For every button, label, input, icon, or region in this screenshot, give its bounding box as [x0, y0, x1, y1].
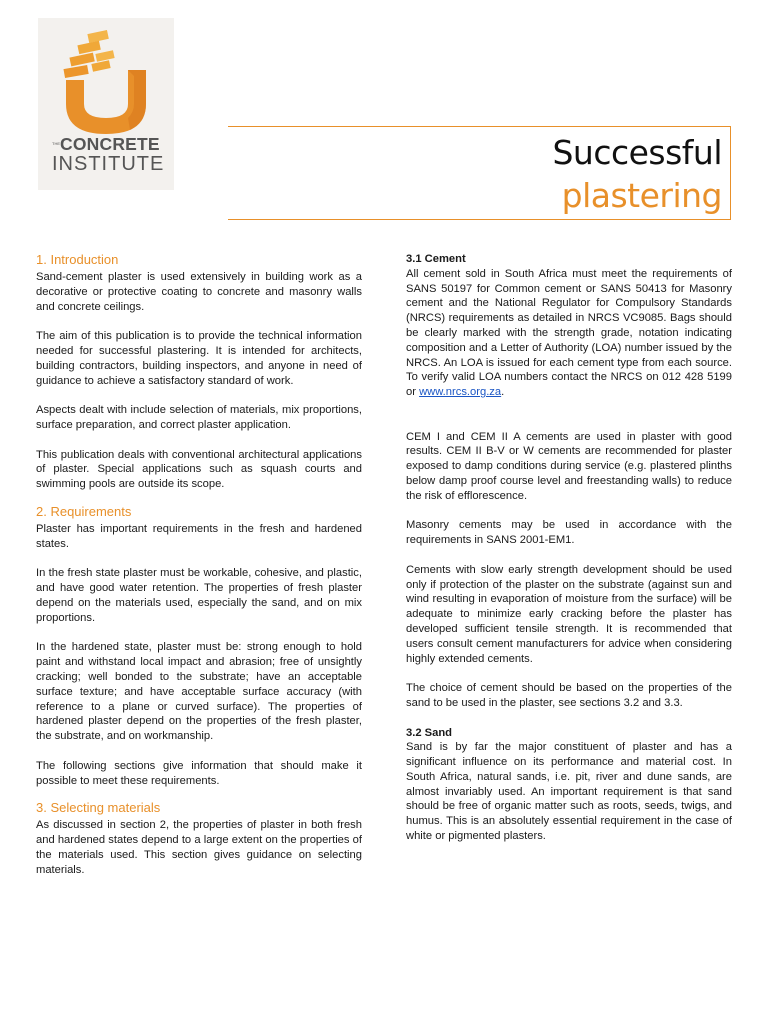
cement-paragraph: Masonry cements may be used in accordance with the requirements in SANS 2001-EM1.: [406, 519, 732, 547]
left-column: [36, 252, 362, 892]
requirements-paragraph: In the hardened state, plaster must be: strong enough to hold paint and withstand local impact and abrasion; free of unsightly cracking; well bonded to the substrate; have an acceptable surface texture; and have acceptable surface accuracy (with reference to a plane or curved surface). The properties of hardened plaster depend on the properties of the fresh plaster, the substrate, and on workmanship.: [36, 641, 362, 743]
intro-paragraph: The aim of this publication is to provide the technical information needed for successful plastering. It is intended for architects, building contractors, building inspectors, and anyone in need of guidance to achieve a satisfactory standard of work.: [36, 330, 362, 387]
sand-heading: 3.2 Sand: [406, 726, 453, 739]
selecting-materials-paragraph: As discussed in section 2, the properties of plaster in both fresh and hardened states depend to a large extent on the properties of the materials used. This section gives guidance on selecting materials.: [36, 819, 362, 876]
logo-concrete-text: CONCRETE: [60, 134, 160, 154]
right-column: [406, 252, 732, 859]
requirements-heading: 2. Requirements: [36, 503, 132, 519]
introduction-heading: 1. Introduction: [36, 252, 119, 267]
cement-paragraph: Cements with slow early strength development should be used only if protection of the plaster on the substrate (against sun and wind resulting in evaporation of moisture from the surface) will be adequate to minimize early cracking before the plaster has developed sufficient tensile strength. It is recommended that users consult cement manufacturers for advice when considering highly extended cements.: [406, 563, 732, 665]
cement-paragraph: The choice of cement should be based on the properties of the sand to be used in the plaster, see sections 3.2 and 3.3.: [406, 682, 732, 709]
intro-paragraph: Aspects dealt with include selection of materials, mix proportions, surface preparation, and correct plaster application.: [36, 404, 362, 431]
logo-institute-text: INSTITUTE: [52, 153, 165, 175]
intro-paragraph: Sand-cement plaster is used extensively in building work as a decorative or protective coating to concrete and masonry walls and concrete ceilings.: [36, 271, 362, 313]
page-title: Successful: [552, 133, 722, 172]
nrcs-website-link[interactable]: www.nrcs.org.za: [419, 386, 502, 399]
cement-paragraph-text: All cement sold in South Africa must meet the requirements of SANS 50197 for Common cement or SANS 50413 for Masonry cement and the National Regulator for Compulsory Standards (NRCS) requirements as detailed in NRCS VC9085. Bags should be clearly marked with the strength grade, notation indicating composition and a Letter of Authority (LOA) number issued by the NRCS. An LOA is issued for each cement type from each source. To verify valid LOA numbers contact the NRCS on 012 428 5199 or: [406, 267, 732, 399]
logo-the-text: THE: [52, 141, 60, 146]
selecting-materials-heading: 3. Selecting materials: [36, 800, 161, 816]
cement-paragraph: [406, 267, 732, 400]
requirements-paragraph: Plaster has important requirements in the fresh and hardened states.: [36, 522, 362, 550]
title-frame: [228, 126, 731, 220]
cement-heading: 3.1 Cement: [406, 253, 466, 265]
requirements-paragraph: In the fresh state plaster must be workable, cohesive, and plastic, and have good water retention. The properties of fresh plaster depend on the materials used, especially the sand, and on mix proportions.: [36, 567, 362, 624]
page-subtitle: plastering: [561, 176, 722, 215]
requirements-paragraph: The following sections give information that should make it possible to meet these requirements.: [36, 759, 362, 787]
intro-paragraph: This publication deals with conventional architectural applications of plaster. Special applications such as squash courts and swimming pools are outside its scope.: [36, 448, 362, 491]
concrete-institute-logo: [38, 18, 174, 190]
sand-paragraph: Sand is by far the major constituent of plaster and has a significant influence on its performance and material cost. In South Africa, natural sands, i.e. pit, river and dune sands, are almost invariably used. An important requirement is that sand should be free of organic matter such as roots, seeds, twigs, and humus. This is an absolutely essential requirement in the case of white or pigmented plasters.: [406, 741, 732, 843]
cement-paragraph: CEM I and CEM II A cements are used in plaster with good results. CEM II B-V or W cements are recommended for plaster exposed to damp conditions during service (e.g. plastered plinths below damp proof course level and freestanding walls) to reduce the risk of efflorescence.: [406, 430, 732, 502]
cement-paragraph-end: .: [501, 386, 505, 399]
logo-mark-icon: [38, 18, 174, 138]
